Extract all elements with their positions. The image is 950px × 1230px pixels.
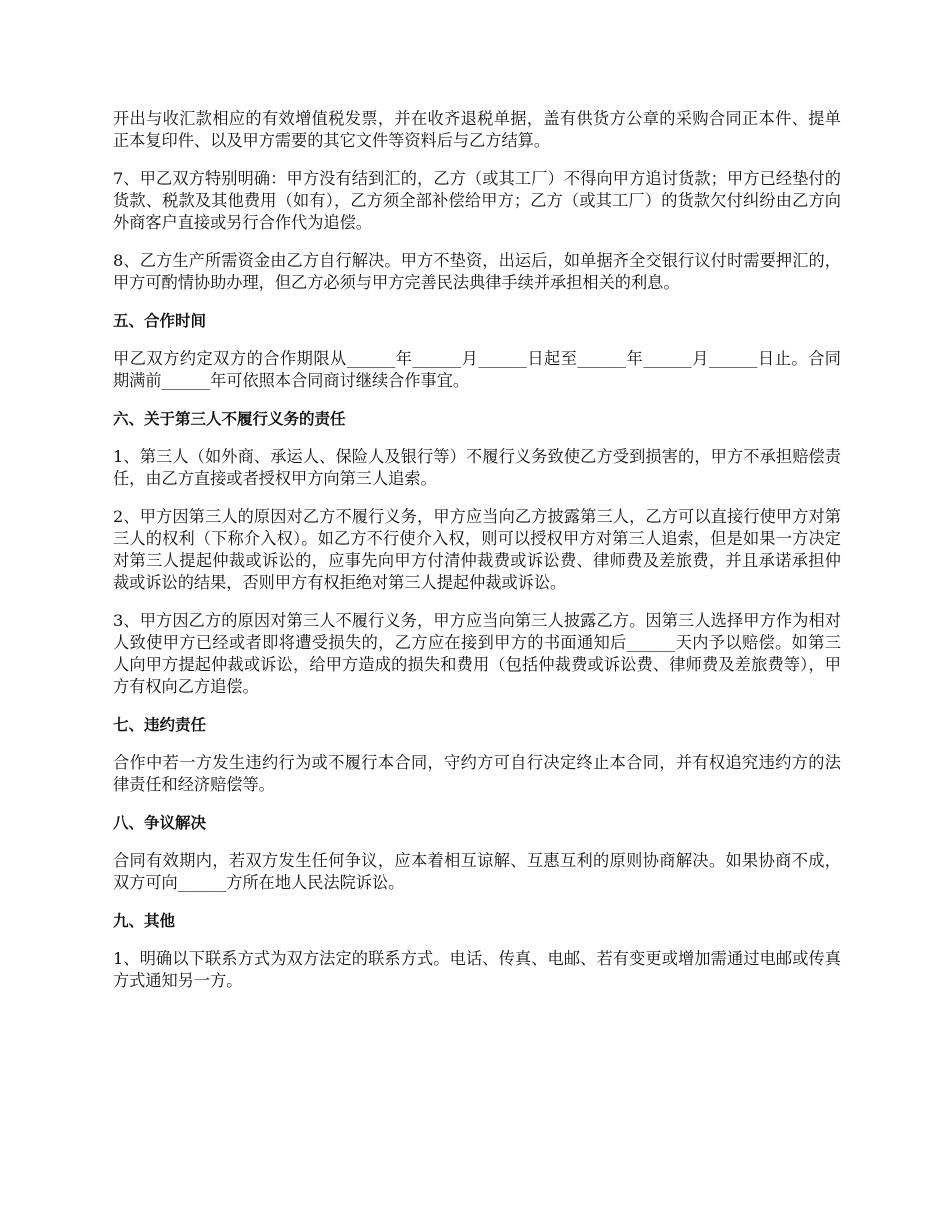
paragraph-clause-7: 7、甲乙双方特别明确：甲方没有结到汇的，乙方（或其工厂）不得向甲方追讨货款；甲方已经垫付的货款、税款及其他费用（如有），乙方须全部补偿给甲方；乙方（或其工厂）的货款欠付纠纷由乙方向外商客户直接或另行合作代为追偿。	[113, 169, 841, 232]
section-heading-third-party: 六、关于第三人不履行义务的责任	[113, 410, 346, 428]
paragraph-clause-8: 8、乙方生产所需资金由乙方自行解决。甲方不垫资，出运后，如单据齐全交银行议付时需要押汇的，甲方可酌情协助办理，但乙方必须与甲方完善民法典律手续并承担相关的利息。	[113, 251, 841, 292]
section-heading-cooperation-time: 五、合作时间	[113, 312, 207, 330]
paragraph-settlement: 开出与收汇款相应的有效增值税发票，并在收齐退税单据，盖有供货方公章的采购合同正本件、提单正本复印件、以及甲方需要的其它文件等资料后与乙方结算。	[113, 109, 841, 150]
section-heading-other: 九、其他	[113, 912, 176, 930]
paragraph-other-1: 1、明确以下联系方式为双方法定的联系方式。电话、传真、电邮、若有变更或增加需通过电邮或传真方式通知另一方。	[113, 949, 841, 990]
paragraph-third-party-2: 2、甲方因第三人的原因对乙方不履行义务，甲方应当向乙方披露第三人，乙方可以直接行使甲方对第三人的权利（下称介入权）。如乙方不行使介入权，则可以授权甲方对第三人追索，但是如果一方决定对第三人提起仲裁或诉讼的，应事先向甲方付清仲裁费或诉讼费、律师费及差旅费，并且承诺承担仲裁或诉讼的结果，否则甲方有权拒绝对第三人提起仲裁或诉讼。	[113, 507, 841, 592]
document-page	[113, 108, 841, 1008]
paragraph-third-party-3: 3、甲方因乙方的原因对第三人不履行义务，甲方应当向第三人披露乙方。因第三人选择甲方作为相对人致使甲方已经或者即将遭受损失的，乙方应在接到甲方的书面通知后______天内予以赔偿。如第三人向甲方提起仲裁或诉讼，给甲方造成的损失和费用（包括仲裁费或诉讼费、律师费及差旅费等），甲方有权向乙方追偿。	[113, 611, 841, 696]
paragraph-breach: 合作中若一方发生违约行为或不履行本合同，守约方可自行决定终止本合同，并有权追究违约方的法律责任和经济赔偿等。	[113, 753, 841, 794]
paragraph-cooperation-term: 甲乙双方约定双方的合作期限从______年______月______日起至______年______月______日止。合同期满前______年可依照本合同商讨继续合作事宜。	[113, 349, 841, 390]
section-heading-breach: 七、违约责任	[113, 716, 207, 734]
section-heading-dispute: 八、争议解决	[113, 814, 207, 832]
paragraph-dispute: 合同有效期内，若双方发生任何争议，应本着相互谅解、互惠互利的原则协商解决。如果协商不成，双方可向______方所在地人民法院诉讼。	[113, 851, 841, 892]
paragraph-third-party-1: 1、第三人（如外商、承运人、保险人及银行等）不履行义务致使乙方受到损害的，甲方不承担赔偿责任，由乙方直接或者授权甲方向第三人追索。	[113, 447, 841, 488]
